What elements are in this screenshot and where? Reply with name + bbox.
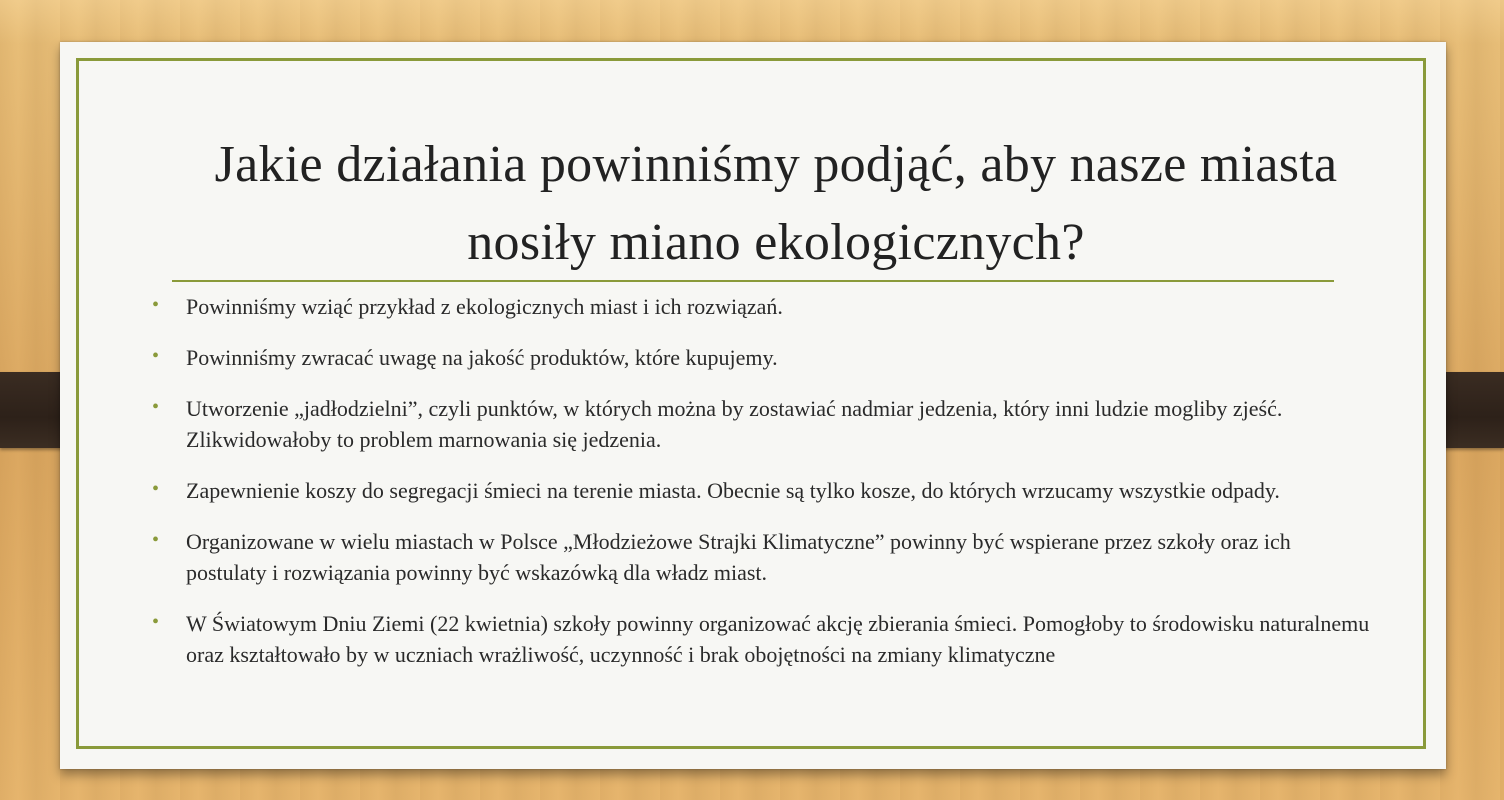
bullet-icon: • bbox=[152, 294, 160, 316]
bullet-item bbox=[152, 526, 1372, 588]
bullet-item bbox=[152, 608, 1372, 670]
bullet-icon: • bbox=[152, 345, 160, 367]
wood-background bbox=[0, 0, 1504, 44]
bullet-item bbox=[152, 342, 1372, 373]
title-divider bbox=[172, 280, 1334, 282]
bullet-text: Powinniśmy zwracać uwagę na jakość produktów, które kupujemy. bbox=[186, 345, 778, 370]
bullet-icon: • bbox=[152, 611, 160, 633]
bullet-icon: • bbox=[152, 529, 160, 551]
bullet-text: Organizowane w wielu miastach w Polsce „Młodzieżowe Strajki Klimatyczne” powinny być wspierane przez szkoły oraz ich postulaty i rozwiązania powinny być wskazówką dla władz miast. bbox=[186, 529, 1291, 585]
slide-card bbox=[60, 42, 1446, 769]
bullet-icon: • bbox=[152, 396, 160, 418]
bullet-item bbox=[152, 393, 1372, 455]
bullet-text: Powinniśmy wziąć przykład z ekologicznych miast i ich rozwiązań. bbox=[186, 294, 783, 319]
bullet-list bbox=[152, 291, 1372, 690]
bullet-text: Zapewnienie koszy do segregacji śmieci na terenie miasta. Obecnie są tylko kosze, do których wrzucamy wszystkie odpady. bbox=[186, 478, 1280, 503]
slide-title: Jakie działania powinniśmy podjąć, aby nasze miasta nosiły miano ekologicznych? bbox=[214, 136, 1338, 271]
bullet-text: Utworzenie „jadłodzielni”, czyli punktów, w których można by zostawiać nadmiar jedzenia, który inni ludzie mogliby zjeść. Zlikwidowałoby to problem marnowania się jedzenia. bbox=[186, 396, 1283, 452]
bullet-item bbox=[152, 291, 1372, 322]
bullet-item bbox=[152, 475, 1372, 506]
bullet-text: W Światowym Dniu Ziemi (22 kwietnia) szkoły powinny organizować akcję zbierania śmieci. Pomogłoby to środowisku naturalnemu oraz kształtowało by w uczniach wrażliwość, uczynność i brak obojętności na zmiany klimatyczne bbox=[186, 611, 1370, 667]
bullet-icon: • bbox=[152, 478, 160, 500]
